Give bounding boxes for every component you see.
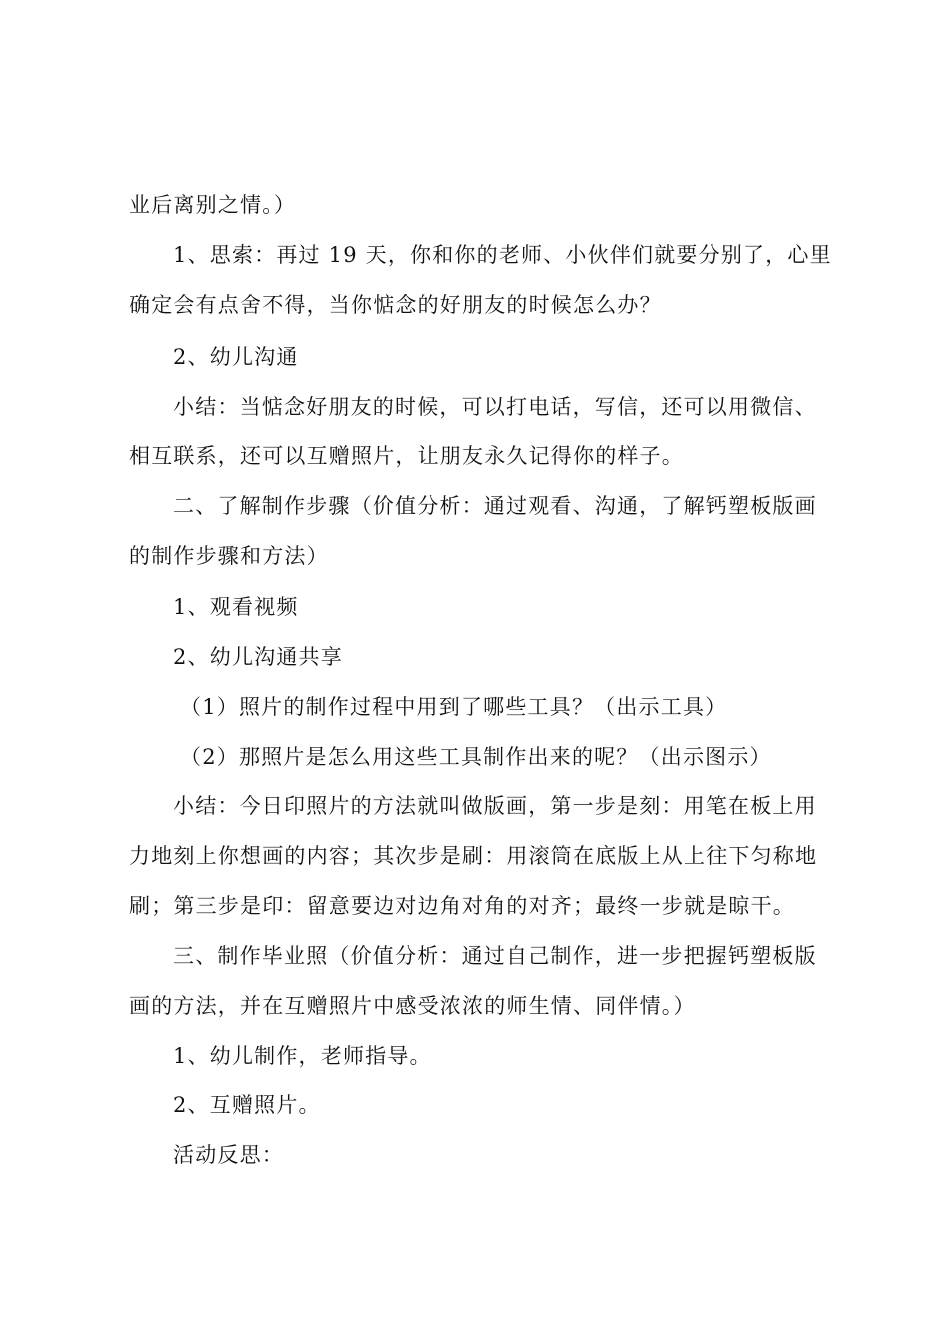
text-line: 1、思索：再过 19 天，你和你的老师、小伙伴们就要分别了，心里 — [173, 243, 832, 267]
text-line: 二、了解制作步骤（价值分析：通过观看、沟通，了解钙塑板版画 — [173, 494, 817, 518]
text-line: 2、互赠照片。 — [173, 1093, 321, 1117]
text-line: 活动反思： — [173, 1143, 284, 1167]
text-line: 小结：当惦念好朋友的时候，可以打电话，写信，还可以用微信、 — [173, 395, 817, 419]
text-line: （2）那照片是怎么用这些工具制作出来的呢？（出示图示） — [180, 745, 772, 769]
text-line: 三、制作毕业照（价值分析：通过自己制作，进一步把握钙塑板版 — [173, 944, 817, 968]
text-line: 1、幼儿制作，老师指导。 — [173, 1044, 432, 1068]
text-line: 的制作步骤和方法） — [129, 544, 329, 568]
text-line: 相互联系，还可以互赠照片，让朋友永久记得你的样子。 — [129, 444, 684, 468]
text-line: 画的方法，并在互赠照片中感受浓浓的师生情、同伴情。） — [129, 994, 696, 1018]
text-line: 业后离别之情。） — [129, 193, 297, 217]
text-line: 2、幼儿沟通共享 — [173, 645, 343, 669]
text-line: 刷；第三步是印：留意要边对边角对角的对齐；最终一步就是晾干。 — [129, 894, 795, 918]
text-line: 力地刻上你想画的内容；其次步是刷：用滚筒在底版上从上往下匀称地 — [129, 844, 818, 868]
text-line: 2、幼儿沟通 — [173, 345, 299, 369]
text-line: 1、观看视频 — [173, 595, 299, 619]
text-line: （1）照片的制作过程中用到了哪些工具？（出示工具） — [180, 695, 728, 719]
text-line: 确定会有点舍不得，当你惦念的好朋友的时候怎么办？ — [129, 293, 662, 317]
text-line: 小结：今日印照片的方法就叫做版画，第一步是刻：用笔在板上用 — [173, 794, 817, 818]
